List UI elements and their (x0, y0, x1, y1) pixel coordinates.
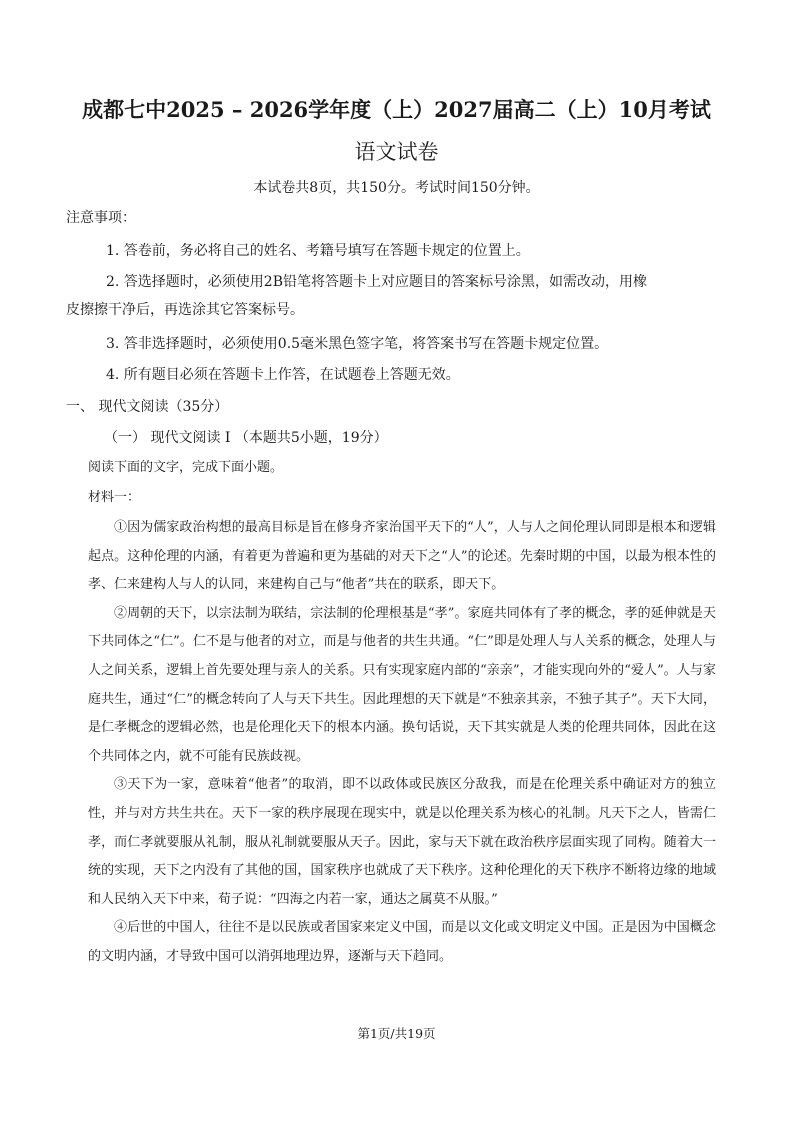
material-label: 材料一： (88, 490, 141, 505)
notice-item-3: 3. 答非选择题时，必须使用0.5毫米黑色签字笔，将答案书写在答题卡规定位置。 (106, 336, 609, 352)
notice-item-4: 4. 所有题目必须在答题卡上作答，在试题卷上答题无效。 (106, 367, 460, 383)
notice-heading: 注意事项： (66, 210, 136, 226)
paragraph-2: ②周朝的天下，以宗法制为联结，宗法制的伦理根基是“孝”。家庭共同体有了孝的概念，孝的延伸就是天下共同体之“仁”。仁不是与他者的对立，而是与他者的共生共通。“仁”即是处理人与人关系的概念，处理人与人之间关系，逻辑上首先要处理与亲人的关系。只有实现家庭内部的“亲亲”，才能实现向外的“爱人”。人与家庭共生，通过“仁”的概念转向了人与天下共生。因此理想的天下就是“不独亲其亲，不独子其子”。天下大同，是仁孝概念的逻辑必然，也是伦理化天下的根本内涵。换句话说，天下其实就是人类的伦理共同体，因此在这个共同体之内，就不可能有民族歧视。 (88, 605, 716, 764)
paragraph-1: ①因为儒家政治构想的最高目标是旨在修身齐家治国平天下的“人”，人与人之间伦理认同即是根本和逻辑起点。这种伦理的内涵，有着更为普遍和更为基础的对天下之“人”的论述。先秦时期的中国，以最为根本性的孝、仁来建构人与人的认同，来建构自己与“他者”共在的联系，即天下。 (88, 520, 716, 593)
paragraph-3: ③天下为一家，意味着“他者”的取消，即不以政体或民族区分敌我，而是在伦理关系中确证对方的独立性，并与对方共生共在。天下一家的秩序展现在现实中，就是以伦理关系为核心的礼制。凡天下之人，皆需仁孝，而仁孝就要服从礼制，服从礼制就要服从天子。因此，家与天下就在政治秩序层面实现了同构。随着大一统的实现，天下之内没有了其他的国，国家秩序也就成了天下秩序。这种伦理化的天下秩序不断将边缘的地域和人民纳入天下中来，荀子说：“四海之内若一家，通达之属莫不从服。” (88, 777, 716, 907)
section-subheading: （一） 现代文阅读 I （本题共5小题，19分） (104, 430, 388, 446)
notice-item-2-cont: 皮擦擦干净后，再选涂其它答案标号。 (66, 302, 304, 318)
notice-item-1: 1. 答卷前，务必将自己的姓名、考籍号填写在答题卡规定的位置上。 (106, 243, 530, 259)
paragraph-4: ④后世的中国人，往往不是以民族或者国家来定义中国，而是以文化或文明定义中国。正是因为中国概念的文明内涵，才导致中国可以消弭地理边界，逐渐与天下趋同。 (88, 920, 716, 964)
exam-info: 本试卷共8页，共150分。考试时间150分钟。 (253, 180, 540, 196)
page-number: 第1页/共19页 (357, 1026, 436, 1041)
exam-subtitle: 语文试卷 (354, 140, 439, 164)
notice-item-2: 2. 答选择题时，必须使用2B铅笔将答题卡上对应题目的答案标号涂黑，如需改动，用橡 (106, 274, 648, 290)
material-text (88, 514, 716, 972)
exam-title: 成都七中2025 – 2026学年度（上）2027届高二（上）10月考试 (82, 97, 711, 122)
section-heading: 一、 现代文阅读（35分） (66, 399, 229, 415)
reading-instruction: 阅读下面的文字，完成下面小题。 (88, 460, 284, 475)
